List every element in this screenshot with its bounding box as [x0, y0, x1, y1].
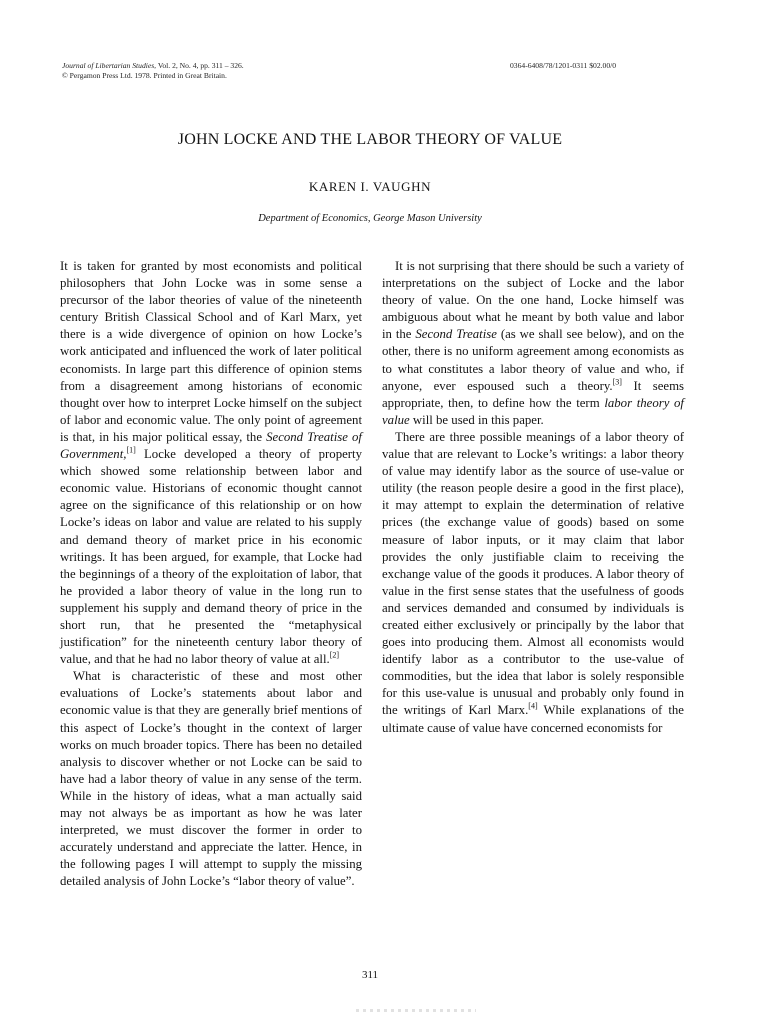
footnote-ref-1: [1]: [126, 445, 136, 455]
paragraph-2: What is characteristic of these and most other evaluations of Locke’s statements about labor and economic value is that they are generally brief mentions of this aspect of Locke’s thought in the context of larger works on much broader topics. There has been no detailed analysis to discover whether or not Locke can be said to have had a labor theory of value in any sense of the term. While in the history of ideas, what a man actually said may not always be as important as how he was later interpreted, we must discover the former in order to accurately understand and appreciate the latter. Hence, in the following pages I will attempt to supply the missing detailed analysis of John Locke’s “labor theory of value”.: [60, 669, 362, 889]
author-affiliation: Department of Economics, George Mason University: [258, 213, 482, 224]
journal-citation-line: [62, 61, 244, 71]
page-number: 311: [361, 969, 379, 981]
paragraph-4-text-a: There are three possible meanings of a labor theory of value that are relevant to Locke’s writings: a labor theory of value may identify labor as the source of use-value or utility (the reason people desire a good in the first place), it may attempt to explain the determination of relative prices (the exchange value of goods) based on some measure of labor inputs, or it may claim that labor provides the only justifiable claim to receiving the exchange value of the goods it produces. A labor theory of value in the first sense states that the usefulness of goods and services demanded and consumed by individuals is created either exclusively or principally by the labor that goes into producing them. Almost all economists would identify labor as a contributor to the use-value of commodities, but the idea that labor is solely responsible for this use-value is unusual and probably only found in the writings of Karl Marx.: [382, 429, 684, 718]
footnote-ref-3: [3]: [612, 377, 622, 387]
footnote-ref-4: [4]: [528, 702, 538, 712]
term-labor-theory: labor theory of value: [382, 395, 684, 427]
paragraph-4: [382, 429, 684, 737]
paragraph-1: [60, 258, 362, 668]
journal-citation: [62, 61, 244, 81]
paragraph-3-text-a: It is not surprising that there should be such a variety of interpretations on the subject of Locke and the labor theory of value. On the one hand, Locke himself was ambiguous about what he meant by both value and labor in the: [382, 259, 684, 342]
footnote-ref-2: [2]: [329, 650, 340, 660]
paragraph-1-text-b: Locke developed a theory of property which showed some relationship between labor and economic value. Historians of economic thought cannot agree on the significance of this relationship or on how Locke’s ideas on labor and value are related to his supply and demand theory of market price in his economic writings. It has been argued, for example, that Locke had the beginnings of a theory of the exploitation of labor, that he provided a labor theory of value in the long run to supplement his supply and demand theory of price in the short run, that he presented the “metaphysical justification” for the nineteenth century labor theory of value, and that he had no labor theory of value at all.: [60, 447, 362, 667]
scan-artifact: [356, 1009, 476, 1012]
paragraph-4-text-b: While explanations of the ultimate cause of value have concerned economists for: [382, 703, 684, 735]
paragraph-3-text-b: (as we shall see below), and on the other, there is no uniform agreement among economists as to what constitutes a labor theory of value and who, if anyone, ever espoused such a theory.: [382, 327, 684, 393]
second-treatise-title: Second Treatise of Government,: [60, 429, 362, 462]
article-code: 0364-6408/78/1201-0311 $02.00/0: [510, 61, 617, 70]
journal-name: Journal of Libertarian Studies,: [62, 61, 157, 70]
copyright-line: © Pergamon Press Ltd. 1978. Printed in Great Britain.: [62, 71, 227, 80]
body-column-left: [60, 258, 362, 890]
journal-volume-pages: Vol. 2, No. 4, pp. 311 – 326.: [156, 61, 244, 70]
body-column-right: [382, 258, 684, 737]
article-title: JOHN LOCKE AND THE LABOR THEORY OF VALUE: [177, 131, 563, 148]
paragraph-3: [382, 258, 684, 429]
paragraph-3-text-d: will be used in this paper.: [409, 412, 544, 427]
article-author: KAREN I. VAUGHN: [308, 179, 432, 194]
paragraph-1-text-a: It is taken for granted by most economists and political philosophers that John Locke was in some sense a precursor of the labor theories of value of the nineteenth century British Classical School and of Karl Marx, yet there is a wide divergence of opinion on how Locke’s work anticipated and influenced the work of later political economists. In large part this difference of opinion stems from a disagreement among historians of economic thought over how to interpret Locke himself on the subject of labor and economic value. The only point of agreement is that, in his major political essay, the: [60, 259, 362, 444]
paragraph-3-text-c: It seems appropriate, then, to define how the term: [382, 378, 684, 410]
second-treatise-ref: Second Treatise: [415, 327, 497, 342]
